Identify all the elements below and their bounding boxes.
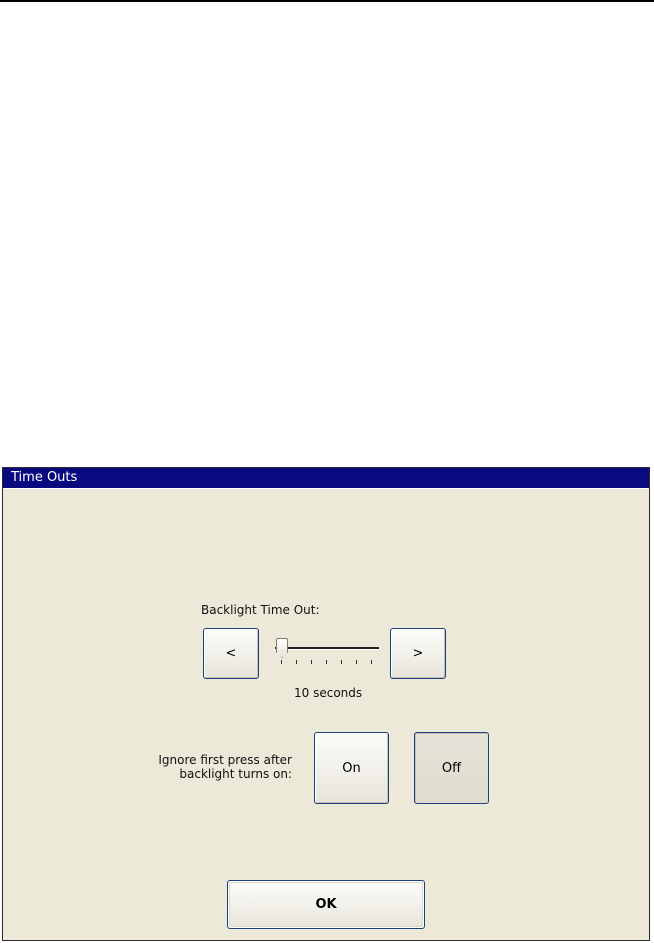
time-outs-dialog	[2, 467, 650, 941]
ignore-on-button[interactable]: On	[314, 732, 389, 804]
slider-tick	[296, 660, 297, 664]
slider-tick	[356, 660, 357, 664]
ignore-off-button[interactable]: Off	[414, 732, 489, 804]
slider-tick	[341, 660, 342, 664]
ignore-first-press-label-line1: Ignore first press after	[158, 753, 292, 767]
ok-button[interactable]: OK	[227, 880, 425, 929]
backlight-timeout-slider[interactable]	[275, 628, 379, 668]
slider-track	[275, 647, 379, 650]
slider-tick	[311, 660, 312, 664]
slider-tick	[326, 660, 327, 664]
decrease-timeout-button[interactable]: <	[203, 628, 259, 679]
top-rule	[0, 0, 654, 2]
ignore-first-press-label-line2: backlight turns on:	[179, 767, 292, 781]
timeout-value: 10 seconds	[294, 686, 363, 700]
dialog-title: Time Outs	[3, 468, 649, 488]
title-divider	[3, 488, 649, 489]
slider-tick	[281, 660, 282, 664]
backlight-timeout-label: Backlight Time Out:	[201, 603, 320, 617]
increase-timeout-button[interactable]: >	[390, 628, 446, 679]
slider-tick	[371, 660, 372, 664]
slider-thumb[interactable]	[276, 638, 288, 658]
